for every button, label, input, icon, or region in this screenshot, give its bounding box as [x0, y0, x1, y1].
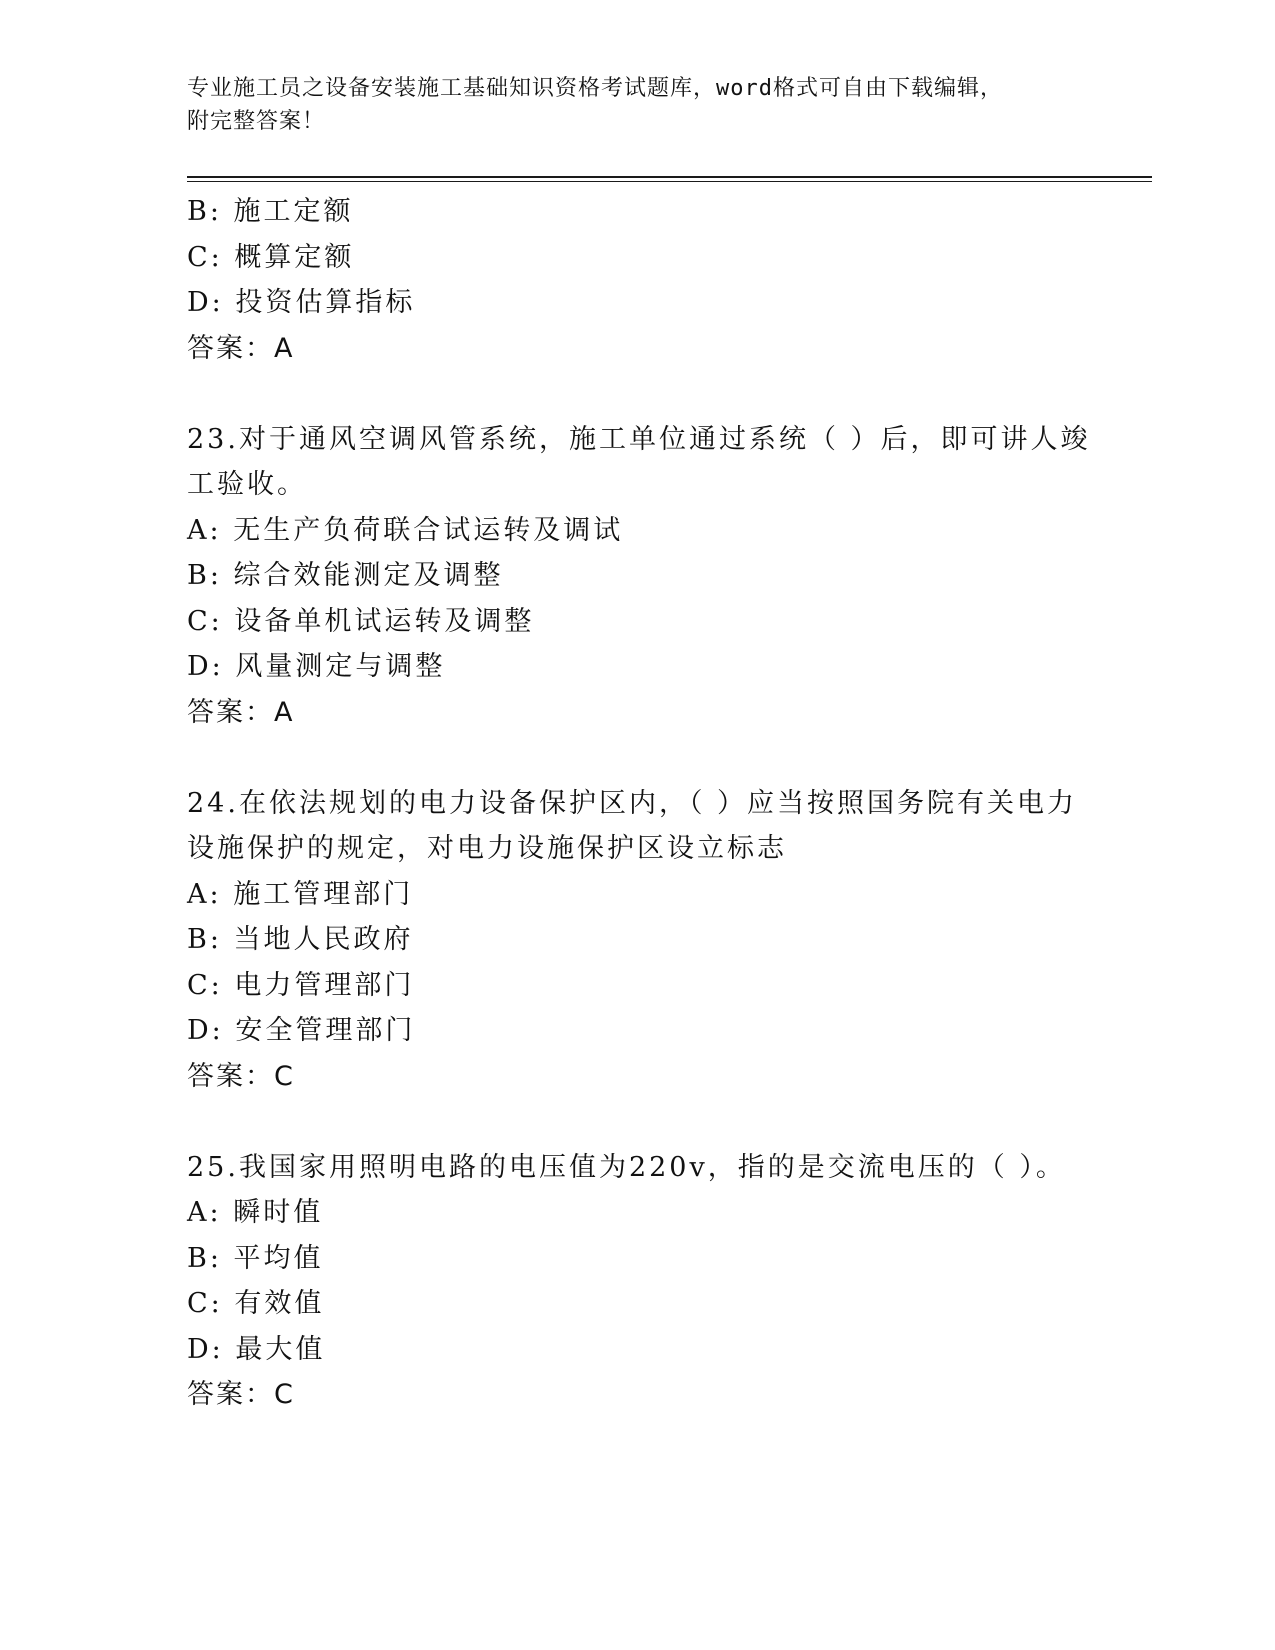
option-label: D: [187, 287, 224, 318]
option-text: 当地人民政府 [233, 924, 414, 955]
option-c [187, 599, 1067, 645]
option-text: 投资估算指标 [235, 287, 416, 318]
option-b [187, 189, 1067, 235]
page-header [187, 72, 1067, 138]
option-b [187, 917, 1067, 963]
option-text: 平均值 [233, 1242, 324, 1274]
option-b [187, 1236, 1067, 1282]
option-c [187, 1281, 1067, 1327]
option-text: 无生产负荷联合试运转及调试 [233, 514, 624, 546]
question-number: 23. [187, 423, 239, 455]
option-text: 设备单机试运转及调整 [234, 605, 535, 637]
question-number: 24. [187, 787, 239, 819]
option-text: 安全管理部门 [235, 1015, 416, 1046]
prev-question-block [187, 189, 1067, 371]
answer-line: 答案：A [187, 332, 295, 364]
option-label: C: [187, 605, 223, 637]
question-text: 在依法规划的电力设备保护区内，（ ）应当按照国务院有关电力 [238, 787, 1078, 819]
question-stem-line-1 [187, 781, 1078, 827]
question-stem-line-1 [187, 417, 1091, 463]
option-label: A: [187, 1197, 222, 1228]
answer-line: 答案：C [187, 1379, 295, 1410]
option-label: D: [187, 1333, 224, 1365]
option-label: D: [187, 1015, 224, 1046]
question-24 [187, 781, 1078, 1100]
option-text: 最大值 [235, 1333, 326, 1365]
option-d [187, 644, 1067, 690]
option-text: 电力管理部门 [234, 969, 415, 1001]
header-line-1: 专业施工员之设备安装施工基础知识资格考试题库，word格式可自由下载编辑， [187, 76, 1003, 101]
option-label: B: [187, 196, 222, 227]
question-number: 25. [187, 1151, 239, 1183]
question-stem-line-2: 设施保护的规定，对电力设施保护区设立标志 [187, 833, 787, 864]
option-text: 瞬时值 [233, 1197, 324, 1228]
option-d [187, 280, 1067, 326]
option-text: 施工定额 [233, 196, 354, 227]
option-text: 施工管理部门 [233, 878, 414, 910]
answer-line: 答案：C [187, 1060, 295, 1092]
option-text: 有效值 [234, 1288, 325, 1319]
question-stem-line-1 [187, 1145, 1067, 1191]
option-label: B: [187, 1242, 222, 1274]
option-text: 风量测定与调整 [235, 651, 446, 682]
question-stem-line-2: 工验收。 [187, 469, 307, 500]
option-label: A: [187, 514, 222, 546]
option-b [187, 553, 1067, 599]
option-label: D: [187, 651, 224, 682]
header-line-2: 附完整答案！ [187, 109, 326, 134]
option-text: 综合效能测定及调整 [233, 560, 504, 591]
option-c [187, 235, 1067, 281]
option-label: C: [187, 969, 223, 1001]
option-label: A: [187, 878, 222, 910]
option-a [187, 508, 1067, 554]
option-d [187, 1327, 1067, 1373]
option-text: 概算定额 [234, 241, 355, 273]
document-body [187, 189, 1091, 1418]
option-d [187, 1008, 1067, 1054]
header-divider-thick [187, 176, 1152, 178]
option-a [187, 1190, 1067, 1236]
option-label: C: [187, 241, 223, 273]
answer-line: 答案：A [187, 696, 295, 728]
question-text: 对于通风空调风管系统，施工单位通过系统（ ）后，即可讲人竣 [238, 423, 1091, 455]
question-25 [187, 1145, 1067, 1418]
option-c [187, 963, 1067, 1009]
option-label: B: [187, 924, 222, 955]
option-label: B: [187, 560, 222, 591]
header-divider-thin [187, 181, 1152, 182]
question-23 [187, 417, 1091, 736]
option-label: C: [187, 1288, 223, 1319]
question-text: 我国家用照明电路的电压值为220v，指的是交流电压的（ ）。 [238, 1151, 1066, 1183]
option-a [187, 872, 1067, 918]
